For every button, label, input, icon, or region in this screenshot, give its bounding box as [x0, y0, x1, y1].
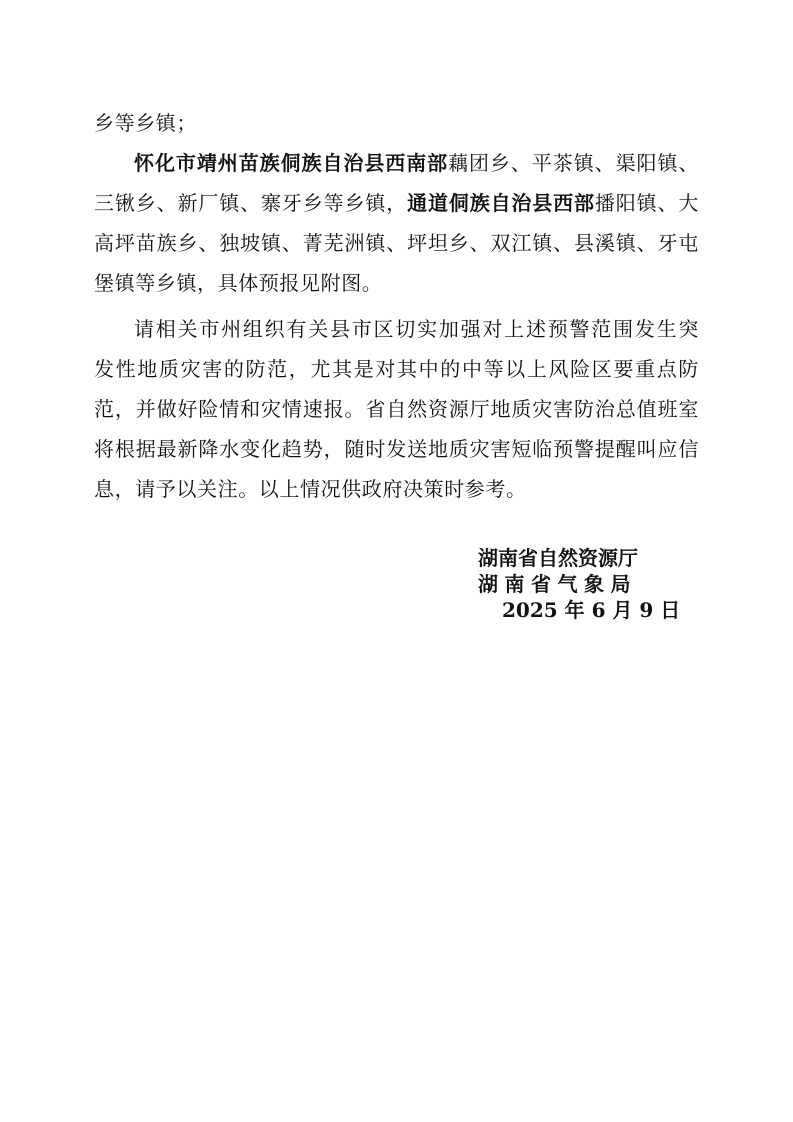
text-line-5	[94, 270, 699, 296]
text-segment: 乡等乡镇；	[94, 111, 197, 135]
text-segment: 息，请予以关注。以上情况供政府决策时参考。	[94, 477, 527, 501]
text-segment: 请相关市州组织有关县市区切实加强对上述预警范围发生突	[134, 317, 699, 341]
text-line-8	[94, 396, 699, 422]
text-segment: 堡镇等乡镇，具体预报见附图。	[94, 271, 383, 295]
text-line-9	[94, 436, 699, 462]
text-line-10	[94, 476, 699, 502]
text-line-6	[134, 316, 699, 342]
text-line-3	[94, 190, 699, 216]
signature-org-meteorology: 湖南省气象局	[478, 572, 637, 596]
text-segment: 范，并做好险情和灾情速报。省自然资源厅地质灾害防治总值班室	[94, 397, 699, 421]
place-name-bold: 怀化市靖州苗族侗族自治县西南部	[134, 151, 449, 175]
text-segment: 藕团乡、平茶镇、渠阳镇、	[448, 151, 699, 175]
text-line-2	[134, 150, 699, 176]
text-line-4	[94, 230, 699, 256]
text-segment: 三锹乡、新厂镇、寨牙乡等乡镇，	[94, 191, 408, 215]
text-segment: 高坪苗族乡、独坡镇、菁芜洲镇、坪坦乡、双江镇、县溪镇、牙屯	[94, 231, 699, 255]
place-name-bold: 通道侗族自治县西部	[407, 191, 595, 215]
text-segment: 将根据最新降水变化趋势，随时发送地质灾害短临预警提醒叫应信	[94, 437, 699, 461]
text-segment: 发性地质灾害的防范，尤其是对其中的中等以上风险区要重点防	[94, 357, 699, 381]
text-line-7	[94, 356, 699, 382]
text-segment: 播阳镇、大	[594, 191, 700, 215]
text-line-1	[94, 110, 699, 136]
signature-org-land-resources: 湖南省自然资源厅	[478, 546, 638, 570]
signature-date: 2025 年 6 月 9 日	[502, 598, 681, 622]
